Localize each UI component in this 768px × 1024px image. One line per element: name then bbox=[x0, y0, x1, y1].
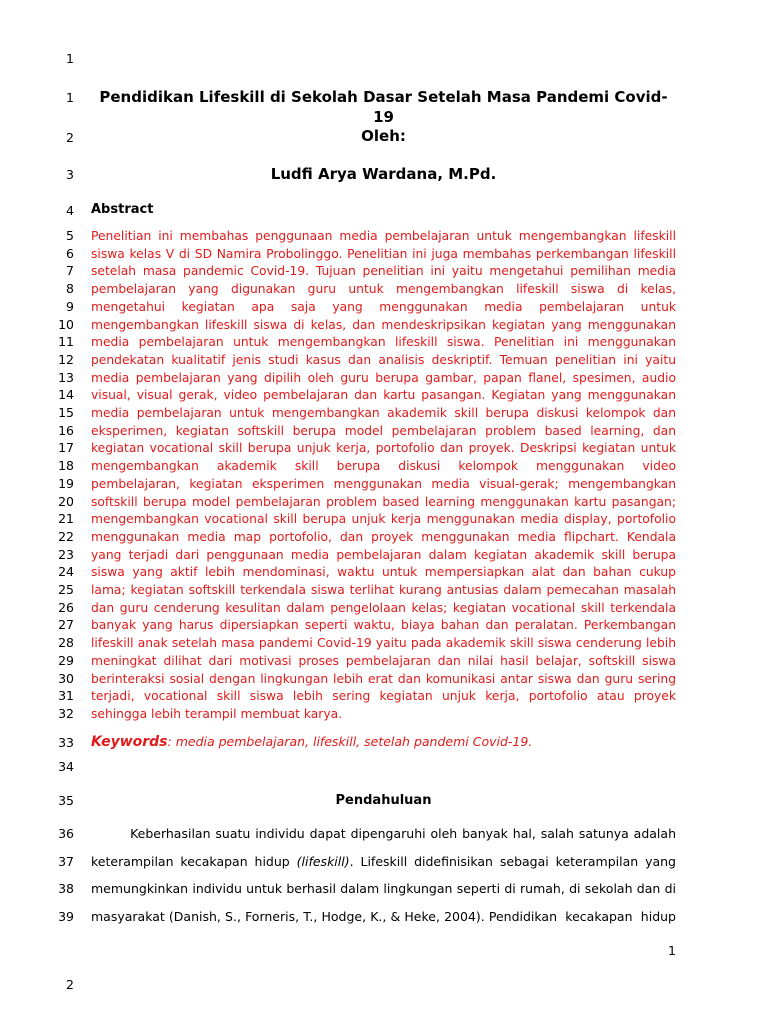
line-number: 35 bbox=[58, 793, 74, 808]
abstract-line: mengembangkan akademik skill berupa diskusi kelompok menggunakan video bbox=[91, 459, 676, 473]
line-number: 36 bbox=[58, 826, 74, 841]
line-number: 26 bbox=[58, 600, 74, 615]
abstract-line: terjadi, vocational skill siswa lebih sering kegiatan unjuk kerja, portofolio atau proyek bbox=[91, 689, 676, 703]
abstract-line: media pembelajaran yang dipilih oleh guru berupa gambar, papan flanel, spesimen, audio bbox=[91, 371, 676, 385]
body-line: keterampilan kecakapan hidup (lifeskill). Lifeskill didefinisikan sebagai keterampilan yang bbox=[91, 854, 676, 869]
line-number: 10 bbox=[58, 317, 74, 332]
line-number: 12 bbox=[58, 352, 74, 367]
line-number: 24 bbox=[58, 564, 74, 579]
line-number: 9 bbox=[66, 299, 74, 314]
abstract-line: lifeskill anak setelah masa pandemi Covid-19 yaitu pada akademik skill siswa cenderung lebih bbox=[91, 636, 676, 650]
line-number: 38 bbox=[58, 881, 74, 896]
abstract-line: softskill berupa model pembelajaran problem based learning menggunakan kartu pasangan; bbox=[91, 495, 676, 509]
abstract-heading: Abstract bbox=[91, 202, 154, 217]
abstract-line: mengetahui kegiatan apa saja yang menggunakan media pembelajaran untuk bbox=[91, 300, 676, 314]
abstract-line: mengembangkan lifeskill siswa di kelas, dan mendeskripsikan kegiatan yang menggunakan bbox=[91, 318, 676, 332]
line-number: 17 bbox=[58, 440, 74, 455]
line-number: 27 bbox=[58, 617, 74, 632]
keywords bbox=[91, 734, 676, 750]
line-number: 13 bbox=[58, 370, 74, 385]
line-number: 14 bbox=[58, 387, 74, 402]
line-number: 31 bbox=[58, 688, 74, 703]
abstract-line: siswa yang aktif lebih mendominasi, waktu untuk mempersiapkan alat dan bahan cukup bbox=[91, 565, 676, 579]
abstract-line: dan guru cenderung kesulitan dalam pengelolaan kelas; kegiatan vocational skill terkendala bbox=[91, 601, 676, 615]
line-number: 30 bbox=[58, 671, 74, 686]
abstract-line: siswa kelas V di SD Namira Probolinggo. Penelitian ini juga membahas perkembangan lifeskill bbox=[91, 247, 676, 261]
body-line: memungkinkan individu untuk berhasil dalam lingkungan seperti di rumah, di sekolah dan di bbox=[91, 881, 676, 896]
abstract-line: kegiatan vocational skill berupa unjuk kerja, portofolio dan proyek. Deskripsi kegiatan untuk bbox=[91, 441, 676, 455]
abstract-line: media pembelajaran untuk mengembangkan lifeskill siswa. Penelitian ini menggunakan bbox=[91, 335, 676, 349]
abstract-line: Penelitian ini membahas penggunaan media pembelajaran untuk mengembangkan lifeskill bbox=[91, 229, 676, 243]
abstract-line: sehingga lebih terampil membuat karya. bbox=[91, 707, 343, 721]
line-number: 15 bbox=[58, 405, 74, 420]
line-number: 2 bbox=[66, 130, 74, 145]
abstract-line: menggunakan media map portofolio, dan proyek menggunakan media flipchart. Kendala bbox=[91, 530, 676, 544]
line-number: 1 bbox=[66, 51, 74, 66]
page-number: 1 bbox=[668, 943, 676, 958]
abstract-line: lama; kegiatan softskill terkendala siswa terlihat kurang antusias dalam pemecahan masalah bbox=[91, 583, 676, 597]
keywords-text: : media pembelajaran, lifeskill, setelah pandemi Covid-19. bbox=[167, 734, 533, 749]
abstract-line: pendekatan kualitatif jenis studi kasus dan analisis deskriptif. Temuan penelitian ini yaitu bbox=[91, 353, 676, 367]
line-number: 5 bbox=[66, 228, 74, 243]
abstract-line: setelah masa pandemic Covid-19. Tujuan penelitian ini yaitu mengetahui pemilihan media bbox=[91, 264, 676, 278]
oleh-label: Oleh: bbox=[361, 127, 406, 145]
abstract-line: media pembelajaran untuk mengembangkan akademik skill berupa diskusi kelompok dan bbox=[91, 406, 676, 420]
paper-title: Pendidikan Lifeskill di Sekolah Dasar Setelah Masa Pandemi Covid-19 bbox=[99, 88, 668, 126]
line-number: 19 bbox=[58, 476, 74, 491]
line-number: 7 bbox=[66, 263, 74, 278]
abstract-line: pembelajaran yang digunakan guru untuk mengembangkan lifeskill siswa di kelas, bbox=[91, 282, 676, 296]
abstract-line: meningkat dilihat dari motivasi proses pembelajaran dan nilai hasil belajar, softskill siswa bbox=[91, 654, 676, 668]
line-number: 6 bbox=[66, 246, 74, 261]
keywords-label: Keywords bbox=[91, 734, 168, 750]
line-number: 33 bbox=[58, 735, 74, 750]
line-number: 28 bbox=[58, 635, 74, 650]
line-number: 1 bbox=[66, 90, 74, 105]
line-number: 4 bbox=[66, 203, 74, 218]
line-number: 20 bbox=[58, 494, 74, 509]
abstract-line: yang terjadi dari penggunaan media pembelajaran dalam kegiatan akademik skill berupa bbox=[91, 548, 676, 562]
abstract-line: banyak yang harus dipersiapkan seperti waktu, biaya bahan dan peralatan. Perkembangan bbox=[91, 618, 676, 632]
line-number: 3 bbox=[66, 167, 74, 182]
line-number: 2 bbox=[66, 977, 74, 992]
abstract-line: visual, visual gerak, video pembelajaran dan kartu pasangan. Kegiatan yang menggunakan bbox=[91, 388, 676, 402]
body-line: masyarakat (Danish, S., Forneris, T., Hodge, K., & Heke, 2004). Pendidikan kecakapan hidup bbox=[91, 909, 676, 924]
line-number: 21 bbox=[58, 511, 74, 526]
abstract-line: eksperimen, kegiatan softskill berupa model pembelajaran problem based learning, dan bbox=[91, 424, 676, 438]
line-number: 39 bbox=[58, 909, 74, 924]
line-number: 18 bbox=[58, 458, 74, 473]
line-number: 37 bbox=[58, 854, 74, 869]
abstract-line: mengembangkan vocational skill berupa unjuk kerja menggunakan media display, portofolio bbox=[91, 512, 676, 526]
author-name: Ludfi Arya Wardana, M.Pd. bbox=[270, 165, 497, 183]
line-number: 32 bbox=[58, 706, 74, 721]
line-number: 29 bbox=[58, 653, 74, 668]
line-number: 34 bbox=[58, 759, 74, 774]
line-number: 11 bbox=[58, 334, 74, 349]
abstract-line: berinteraksi sosial dengan lingkungan lebih erat dan komunikasi antar siswa dan guru sering bbox=[91, 672, 676, 686]
body-line: Keberhasilan suatu individu dapat dipengaruhi oleh banyak hal, salah satunya adalah bbox=[91, 826, 676, 841]
abstract-line: pembelajaran, kegiatan eksperimen menggunakan media visual-gerak; mengembangkan bbox=[91, 477, 676, 491]
line-number: 25 bbox=[58, 582, 74, 597]
section-heading: Pendahuluan bbox=[335, 793, 432, 808]
line-number: 8 bbox=[66, 281, 74, 296]
line-number: 16 bbox=[58, 423, 74, 438]
line-number: 22 bbox=[58, 529, 74, 544]
line-number: 23 bbox=[58, 547, 74, 562]
